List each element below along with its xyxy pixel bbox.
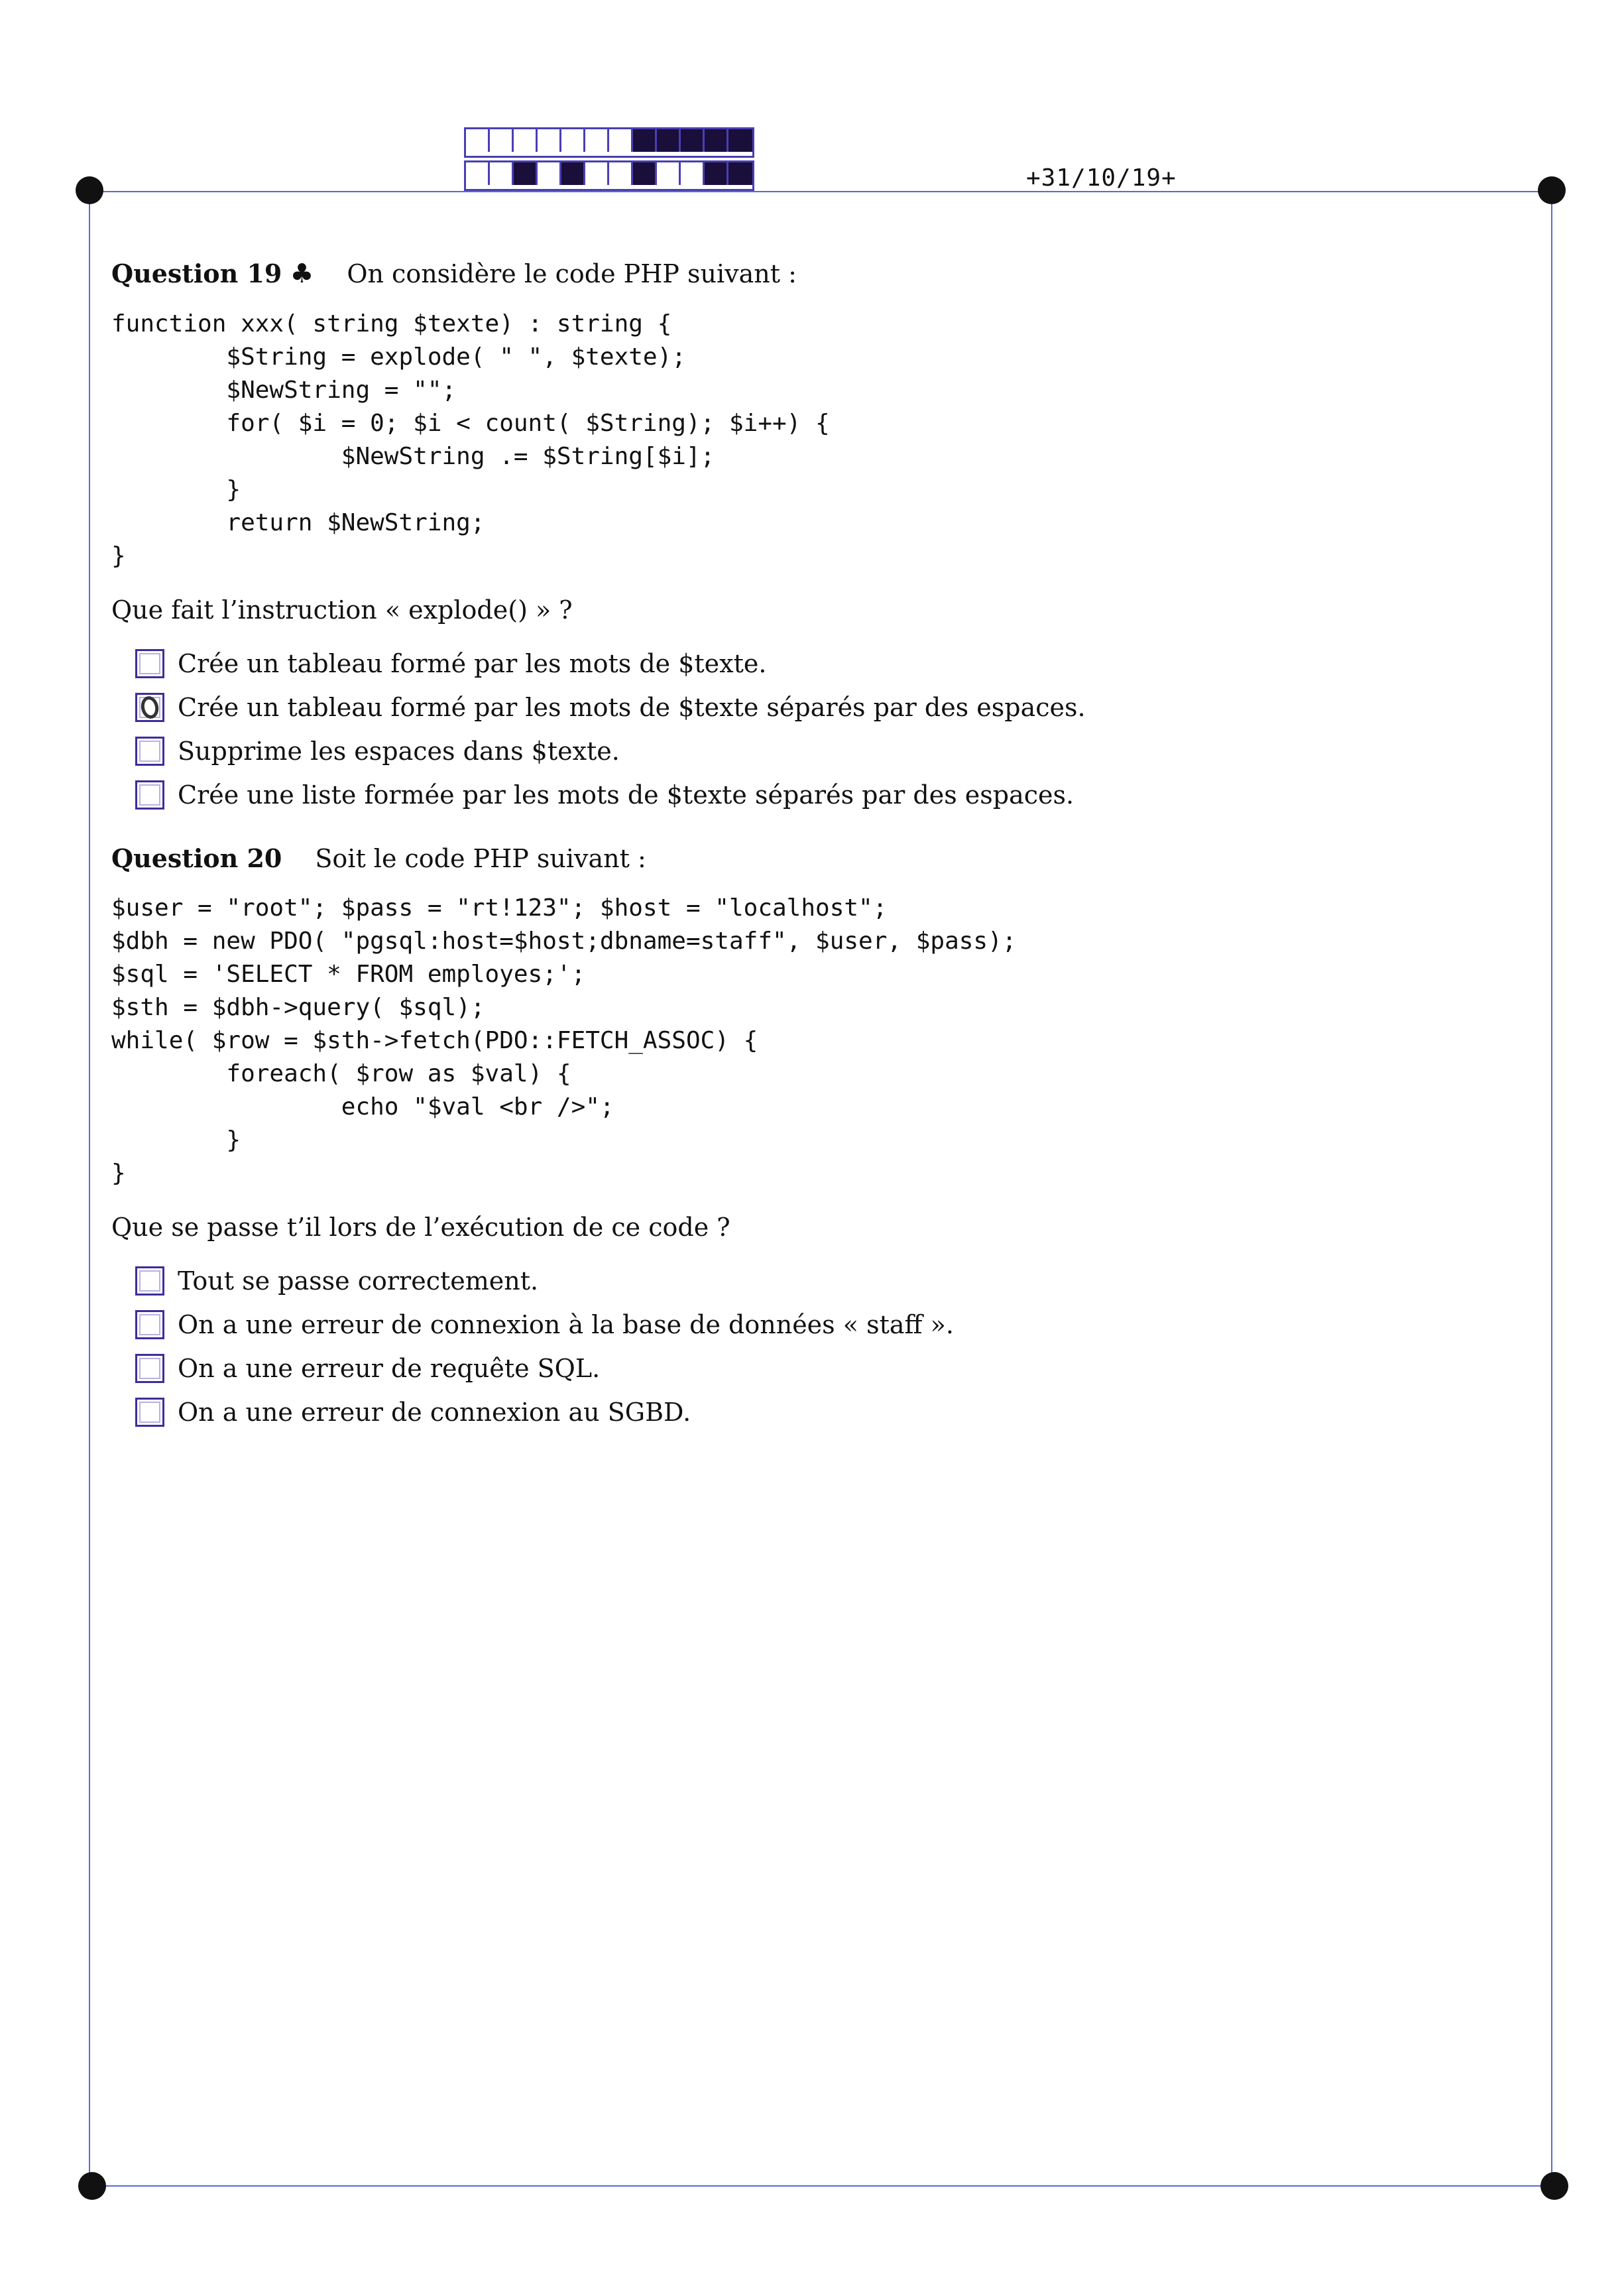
code-listing: $user = "root"; $pass = "rt!123"; $host = "localhost"; $dbh = new PDO( "pgsql:host=$host;dbname=staff", $user, $pass); $sql = 'SELECT * FROM employes;'; $sth = $dbh->query( $sql); while( $row = $sth->fetch(PDO::FETCH_ASSOC) { foreach( $row as $val) { echo "$val <br />"; } }: [111, 894, 1017, 1187]
answer-checkbox[interactable]: [135, 1354, 164, 1383]
answer-checkbox[interactable]: [135, 1310, 164, 1339]
barcode-cell: [585, 162, 609, 185]
barcode-cell: [514, 129, 538, 152]
barcode-cell: [657, 162, 681, 185]
barcode-cell: [728, 129, 752, 152]
answer-list: [111, 1259, 1503, 1434]
questions-container: [111, 259, 1503, 1461]
answer-option[interactable]: [135, 729, 1503, 773]
club-icon: ♣: [290, 259, 314, 289]
answer-label: On a une erreur de connexion au SGBD.: [178, 1398, 691, 1427]
barcode-cell: [705, 162, 728, 185]
answer-option[interactable]: [135, 773, 1503, 817]
barcode-cell: [609, 129, 633, 152]
barcode-cell: [466, 129, 490, 152]
date-code: +31/10/19+: [1026, 164, 1177, 192]
answer-option[interactable]: [135, 686, 1503, 729]
question-prompt: Que se passe t’il lors de l’exécution de ce code ?: [111, 1213, 730, 1242]
barcode-cell: [490, 129, 514, 152]
answer-checkbox[interactable]: [135, 1266, 164, 1296]
answer-label: Crée un tableau formé par les mots de $texte séparés par des espaces.: [178, 693, 1086, 722]
answer-checkbox[interactable]: [135, 737, 164, 766]
barcode-cell: [657, 129, 681, 152]
question-header: [111, 843, 1503, 873]
answer-checkbox[interactable]: [135, 693, 164, 722]
question-intro: On considère le code PHP suivant :: [347, 259, 797, 288]
barcode-cell: [609, 162, 633, 185]
answer-label: Tout se passe correctement.: [178, 1266, 539, 1296]
barcode-row: [464, 127, 754, 158]
answer-checkbox[interactable]: [135, 649, 164, 678]
barcode-cell: [466, 162, 490, 185]
barcode-cell: [561, 162, 585, 185]
answer-label: Supprime les espaces dans $texte.: [178, 737, 620, 766]
question-header: [111, 259, 1503, 289]
answer-label: On a une erreur de requête SQL.: [178, 1354, 601, 1383]
barcode-cell: [585, 129, 609, 152]
barcode-cell: [681, 162, 705, 185]
barcode-cell: [705, 129, 728, 152]
answer-option[interactable]: [135, 1390, 1503, 1434]
question-title: Question 19: [111, 259, 282, 288]
question-prompt: Que fait l’instruction « explode() » ?: [111, 595, 573, 625]
page-id-barcode: [464, 127, 754, 194]
corner-mark-top-left: [76, 176, 103, 204]
barcode-cell: [633, 162, 657, 185]
answer-list: [111, 642, 1503, 817]
question-intro: Soit le code PHP suivant :: [315, 844, 646, 873]
answer-label: Crée une liste formée par les mots de $texte séparés par des espaces.: [178, 780, 1074, 810]
barcode-cell: [728, 162, 752, 185]
code-listing: function xxx( string $texte) : string { $String = explode( " ", $texte); $NewString = ""; for( $i = 0; $i < count( $String); $i++) { $NewString .= $String[$i]; } return $NewString; }: [111, 310, 830, 570]
answer-option[interactable]: [135, 642, 1503, 686]
barcode-cell: [561, 129, 585, 152]
barcode-cell: [490, 162, 514, 185]
answer-checkbox[interactable]: [135, 780, 164, 810]
barcode-cell: [633, 129, 657, 152]
answer-label: Crée un tableau formé par les mots de $texte.: [178, 649, 767, 678]
answer-checkbox[interactable]: [135, 1398, 164, 1427]
barcode-cell: [514, 162, 538, 185]
barcode-row: [464, 160, 754, 191]
corner-mark-bottom-left: [78, 2172, 106, 2200]
answer-label: On a une erreur de connexion à la base de données « staff ».: [178, 1310, 954, 1339]
corner-mark-top-right: [1538, 176, 1566, 204]
answer-option[interactable]: [135, 1303, 1503, 1347]
answer-option[interactable]: [135, 1259, 1503, 1303]
barcode-cell: [681, 129, 705, 152]
question-title: Question 20: [111, 843, 282, 873]
corner-mark-bottom-right: [1540, 2172, 1568, 2200]
answer-option[interactable]: [135, 1347, 1503, 1390]
barcode-cell: [538, 129, 561, 152]
barcode-cell: [538, 162, 561, 185]
question-block: [111, 843, 1503, 1434]
question-block: [111, 259, 1503, 817]
